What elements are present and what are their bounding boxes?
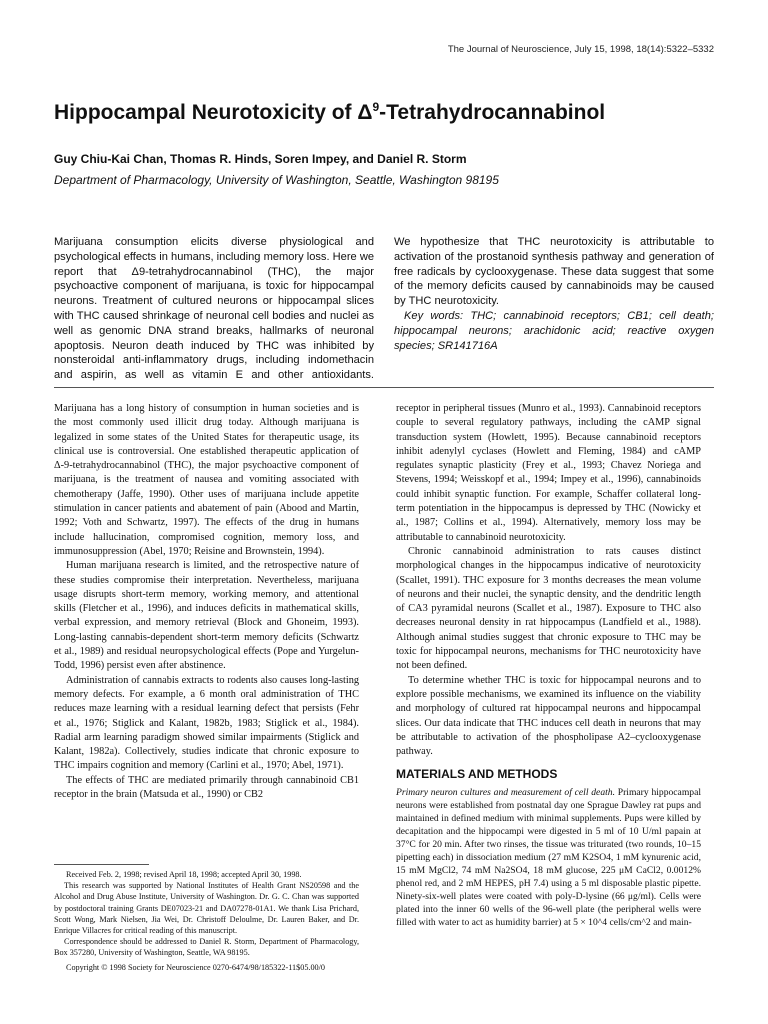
title-superscript: 9	[372, 100, 380, 114]
methods-text: Primary hippocampal neurons were established from postnatal day one Sprague Dawley rat pups and maintained in defined medium with minimal supplements. Pups were killed by decapitation and the hippocampi were digested in 5 ml of 10 U/ml papain at 37°C for 20 min. After two rinses, the tissue was triturated (two rounds, 10–15 pipetting each) in dissociation medium (27 mM K2SO4, 1 mM kynurenic acid, 15 mM MgCl2, 74 mM Na2SO4, 18 mM glucose, 225 μM CaCl2, 0.0012% phenol red, and 2 mM HEPES, pH 7.4) using a 5 ml disposable plastic pipette. Ninety-six-well plates were coated with poly-D-lysine (66 μg/ml). Cells were plated into the inner 60 wells of the 96-well plate (the peripheral wells were filled with water to act as humidity barrier) at 5 × 10^4 cells/cm^2 and main-	[396, 786, 701, 928]
body-left-column	[54, 402, 359, 972]
article-body	[54, 402, 714, 1002]
intro-paragraph: Human marijuana research is limited, and the retrospective nature of these studies compromise their interpretation. Nevertheless, marijuana usage disrupts short-term memory, working memory, and attentional skills (Fletcher et al., 1996), and induces deficits in mathematical skills, verbal expression, and memory retrieval (Block and Ghoneim, 1993). Long-lasting cannabis-dependent short-term memory deficits (Schwartz et al., 1989) and residual neuropsychological effects (Pope and Yurgelun-Todd, 1996) persist even after abstinence.	[54, 560, 359, 672]
intro-paragraph: Chronic cannabinoid administration to rats causes distinct morphological changes in the hippocampus indicative of neurotoxicity (Scallet, 1991). THC exposure for 3 months decreases the mean volume of neurons and their nuclei, the synaptic density, and the dendritic length of CA3 pyramidal neurons (Scallet et al., 1987). Exposure to THC also decreases neuronal density in rat hippocampus (Landfield et al., 1988). Although animal studies suggest that chronic exposure to THC may be toxic for hippocampal neurons, mechanisms for THC neurotoxicity have not been defined.	[396, 545, 701, 672]
page-title	[54, 100, 714, 125]
title-after: -Tetrahydrocannabinol	[379, 101, 606, 124]
intro-paragraph: The effects of THC are mediated primarily through cannabinoid CB1 receptor in the brain (Matsuda et al., 1990) or CB2	[54, 774, 359, 801]
methods-paragraph	[396, 786, 701, 929]
methods-lead: Primary neuron cultures and measurement of cell death.	[396, 786, 615, 798]
intro-paragraph: Administration of cannabis extracts to rodents also causes long-lasting memory defects. For example, a 6 month oral administration of THC reduces maze learning with a residual learning defect that persists (Fehr et al., 1976; Stiglick and Kalant, 1982b, 1983; Stiglick et al., 1984). Radial arm learning paradigm showed similar impairments (Stiglick and Kalant, 1982a). Collectively, studies indicate that chronic exposure to THC impairs cognition and memory (Carlini et al., 1970; Abel, 1971).	[54, 674, 359, 772]
author-list: Guy Chiu-Kai Chan, Thomas R. Hinds, Soren Impey, and Daniel R. Storm	[54, 152, 467, 166]
intro-paragraph: receptor in peripheral tissues (Munro et al., 1993). Cannabinoid receptors couple to several regulatory pathways, including the cAMP signal transduction system (Howlett, 1995). Because cannabinoid receptors inhibit adenylyl cyclases (Howlett and Fleming, 1984) and cAMP regulates synaptic plasticity (Frey et al., 1993; Chavez Noriega and Stevens, 1994; Weisskopf et al., 1994; Impey et al., 1996), cannabinoids could inhibit synaptic function. For example, Schaffer collateral long-term potentiation in the hippocampus is depressed by THC (Nowicky et al., 1987; Collins et al., 1994). Alternatively, memory loss may be attributable to cannabinoid neurotoxicity.	[396, 403, 701, 543]
intro-paragraph: Marijuana has a long history of consumption in human societies and is the most commonly used illicit drug today. Although marijuana is legalized in some states of the United States for therapeutic usage, its clinical use is controversial. One established therapeutic application of Δ-9-tetrahydrocannabinol (THC), the major psychoactive component of marijuana, is the treatment of nausea and vomiting associated with chemotherapy (Jaffe, 1990). Other uses of marijuana include appetite stimulation in cancer patients and abatement of pain (Abood and Martin, 1992; Voth and Schwartz, 1997). The effects of the drug in humans include hallucination, compromised cognition, memory loss, and immunosuppression (Abel, 1970; Reisine and Brownstein, 1994).	[54, 403, 359, 557]
footnotes	[54, 869, 359, 973]
journal-header: The Journal of Neuroscience, July 15, 1998, 18(14):5322–5332	[447, 44, 714, 55]
section-heading-methods: MATERIALS AND METHODS	[396, 767, 558, 782]
abstract-right-column	[394, 235, 714, 381]
intro-paragraph: To determine whether THC is toxic for hippocampal neurons and to explore possible mechanisms, we examined its influence on the viability and morphology of cultured rat hippocampal neurons and hippocampal slices. Our data indicate that THC induces cell death in neurons that may be attributable to activation of the phospholipase A2–cyclooxygenase pathway.	[396, 674, 701, 758]
footnote-divider	[54, 864, 149, 865]
footnote-copyright: Copyright © 1998 Society for Neuroscience 0270-6474/98/185322-11$05.00/0	[66, 962, 326, 972]
affiliation: Department of Pharmacology, University of Washington, Seattle, Washington 98195	[54, 173, 499, 187]
footnote-correspondence: Correspondence should be addressed to Daniel R. Storm, Department of Pharmacology, Box 357280, University of Washington, Seattle, WA 98195.	[54, 937, 359, 958]
footnote-received: Received Feb. 2, 1998; revised April 18, 1998; accepted April 30, 1998.	[66, 870, 302, 879]
abstract-left-column	[54, 235, 374, 381]
abstract-text-left: Marijuana consumption elicits diverse physiological and psychological effects in humans, including memory loss. Here we report that Δ9-tetrahydrocannabinol (THC), the major psychoactive component of marijuana, is toxic for hippocampal neurons. Treatment of cultured neurons or hippocampal slices with THC caused shrinkage of neuronal cell bodies and nuclei as well as genomic DNA strand breaks, hallmarks of neuronal apoptosis. Neuron death induced by THC was inhibited by nonsteroidal anti-inflammatory drugs, including indomethacin and aspirin, as well as vitamin E and other antioxidants.	[54, 236, 374, 381]
abstract-text-right: We hypothesize that THC neurotoxicity is attributable to activation of the prostanoid synthesis pathway and generation of free radicals by cyclooxygenase. These data suggest that some of the memory deficits caused by cannabinoids may be caused by THC neurotoxicity.	[394, 236, 714, 308]
abstract	[54, 235, 714, 381]
abstract-divider	[54, 387, 714, 388]
body-right-column	[396, 402, 701, 929]
keywords: Key words: THC; cannabinoid receptors; CB1; cell death; hippocampal neurons; arachidonic acid; reactive oxygen species; SR141716A	[394, 309, 714, 352]
footnote-support: This research was supported by National Institutes of Health Grant NS20598 and the Alcohol and Drug Abuse Institute, University of Washington. Dr. G. C. Chan was supported by postdoctoral training Grants DE07023-21 and DA07278-01A1. We thank Lisa Prichard, Scott Wong, Mark Nielsen, Jia Wei, Dr. Christoff Deloulme, Dr. Lauren Baker, and Dr. Enrique Villacres for critical reading of this manuscript.	[54, 881, 359, 936]
title-before: Hippocampal Neurotoxicity of Δ	[54, 101, 373, 124]
